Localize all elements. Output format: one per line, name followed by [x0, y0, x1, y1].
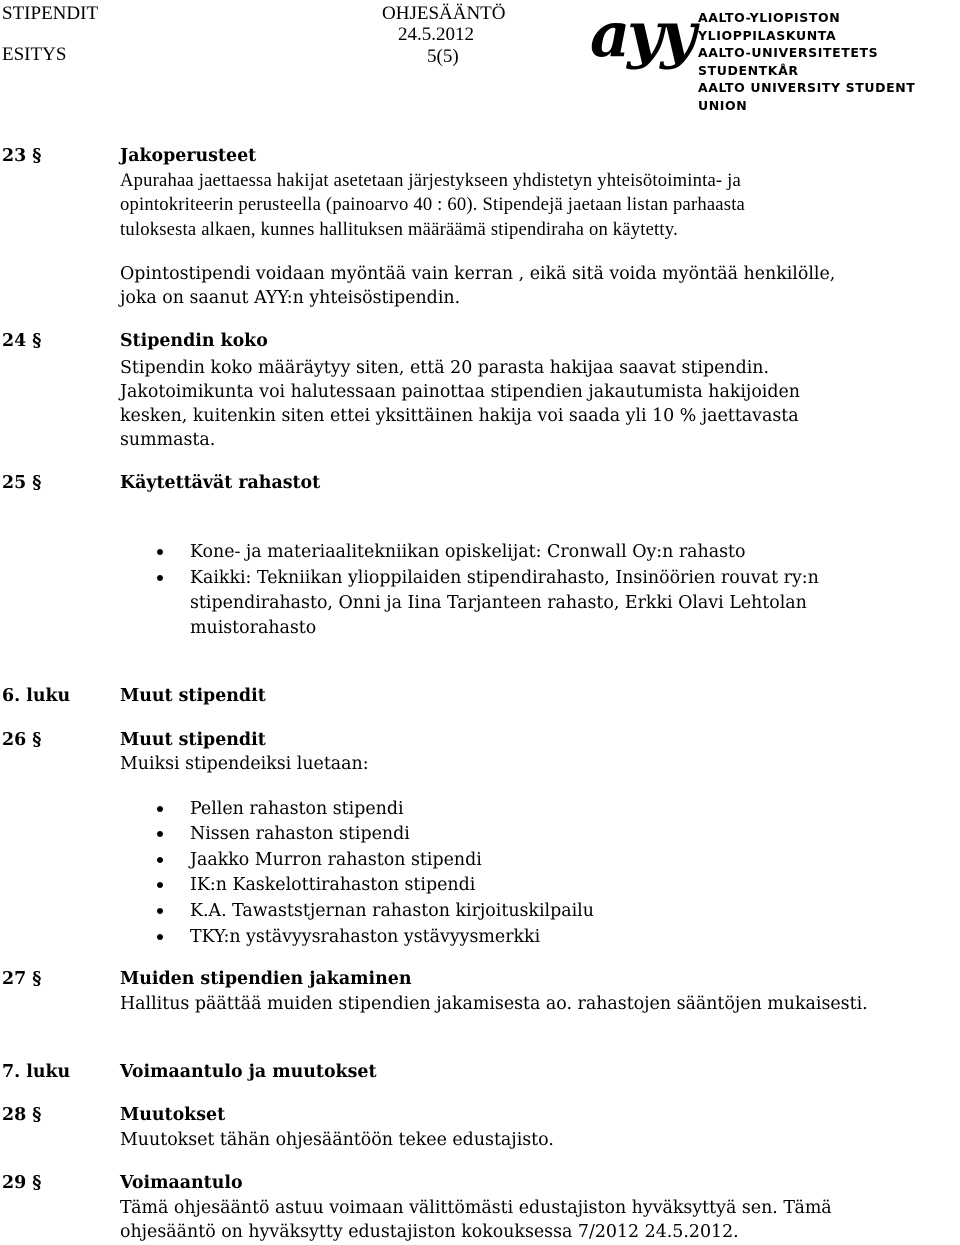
chapter-6-number: 6. luku: [2, 686, 71, 706]
bullet-icon: [157, 575, 163, 581]
logo-line-sv: AALTO-UNIVERSITETETS STUDENTKÅR: [698, 45, 879, 78]
ayy-logo-text: [698, 9, 960, 114]
section-28-text-line: Muutokset tähän ohjesääntöön tekee edustajisto.: [120, 1130, 554, 1150]
section-24-text-line: Jakotoimikunta voi halutessaan painottaa stipendien jakautumista hakijoiden: [120, 382, 800, 402]
section-26-intro: Muiksi stipendeiksi luetaan:: [120, 754, 369, 774]
section-28-title: Muutokset: [120, 1105, 226, 1125]
header-status: ESITYS: [2, 44, 67, 65]
logo-line-en: AALTO UNIVERSITY STUDENT UNION: [698, 80, 916, 113]
list-item: IK:n Kaskelottirahaston stipendi: [190, 875, 476, 895]
list-item-continuation: muistorahasto: [190, 618, 317, 638]
list-item: K.A. Tawaststjernan rahaston kirjoituskilpailu: [190, 901, 594, 921]
chapter-6-title: Muut stipendit: [120, 686, 266, 706]
section-26-title: Muut stipendit: [120, 730, 266, 750]
bullet-icon: [157, 857, 163, 863]
section-24-text-line: Stipendin koko määräytyy siten, että 20 parasta hakijaa saavat stipendin.: [120, 358, 770, 378]
list-item-continuation: stipendirahasto, Onni ja Iina Tarjanteen rahasto, Erkki Olavi Lehtolan: [190, 593, 807, 613]
header-doc-type: STIPENDIT: [2, 3, 99, 24]
section-23-text-line: Apurahaa jaettaessa hakijat asetetaan järjestykseen yhdistetyn yhteisötoiminta- ja: [120, 170, 741, 191]
bullet-icon: [157, 806, 163, 812]
section-29-number: 29 §: [2, 1173, 42, 1193]
list-item: Nissen rahaston stipendi: [190, 824, 410, 844]
section-24-number: 24 §: [2, 331, 42, 351]
section-24-text-line: kesken, kuitenkin siten ettei yksittäinen hakija voi saada yli 10 % jaettavasta: [120, 406, 799, 426]
section-23-title: Jakoperusteet: [120, 146, 257, 166]
list-item: Jaakko Murron rahaston stipendi: [190, 850, 482, 870]
header-date: 24.5.2012: [398, 24, 474, 45]
section-23-text-line: opintokriteerin perusteella (painoarvo 40 : 60). Stipendejä jaetaan listan parhaasta: [120, 194, 746, 215]
chapter-7-number: 7. luku: [2, 1062, 71, 1082]
list-item: Kaikki: Tekniikan ylioppilaiden stipendirahasto, Insinöörien rouvat ry:n: [190, 568, 819, 588]
section-23-text-line: Opintostipendi voidaan myöntää vain kerran , eikä sitä voida myöntää henkilölle,: [120, 264, 836, 284]
bullet-icon: [157, 831, 163, 837]
bullet-icon: [157, 882, 163, 888]
bullet-icon: [157, 934, 163, 940]
bullet-icon: [157, 908, 163, 914]
section-25-number: 25 §: [2, 473, 42, 493]
section-29-text-line: Tämä ohjesääntö astuu voimaan välittömästi edustajiston hyväksyttyä sen. Tämä: [120, 1198, 832, 1218]
section-27-title: Muiden stipendien jakaminen: [120, 969, 412, 989]
header-page-number: 5(5): [427, 46, 459, 67]
section-29-text-line: ohjesääntö on hyväksytty edustajiston kokouksessa 7/2012 24.5.2012.: [120, 1222, 739, 1242]
section-25-title: Käytettävät rahastot: [120, 473, 321, 493]
header-doc-kind: OHJESÄÄNTÖ: [382, 3, 506, 24]
section-24-text-line: summasta.: [120, 430, 216, 450]
section-28-number: 28 §: [2, 1105, 42, 1125]
chapter-7-title: Voimaantulo ja muutokset: [120, 1062, 377, 1082]
section-27-text-line: Hallitus päättää muiden stipendien jakamisesta ao. rahastojen sääntöjen mukaisesti.: [120, 994, 868, 1014]
list-item: TKY:n ystävyysrahaston ystävyysmerkki: [190, 927, 541, 947]
section-23-text-line: tuloksesta alkaen, kunnes hallituksen määräämä stipendiraha on käytetty.: [120, 219, 678, 240]
section-27-number: 27 §: [2, 969, 42, 989]
logo-line-fi: AALTO-YLIOPISTON YLIOPPILASKUNTA: [698, 10, 841, 43]
list-item: Kone- ja materiaalitekniikan opiskelijat: Cronwall Oy:n rahasto: [190, 542, 746, 562]
ayy-logo-word: ayy: [590, 0, 694, 71]
section-23-text-line: joka on saanut AYY:n yhteisöstipendin.: [120, 288, 461, 308]
section-24-title: Stipendin koko: [120, 331, 268, 351]
section-23-number: 23 §: [2, 146, 42, 166]
section-29-title: Voimaantulo: [120, 1173, 243, 1193]
bullet-icon: [157, 549, 163, 555]
list-item: Pellen rahaston stipendi: [190, 799, 404, 819]
section-26-number: 26 §: [2, 730, 42, 750]
